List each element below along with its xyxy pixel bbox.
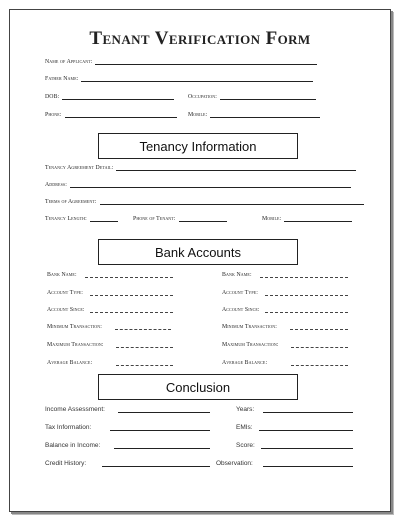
bank-right-label-6: Average Balance: bbox=[222, 360, 268, 366]
tenant-mobile-field[interactable] bbox=[284, 215, 352, 222]
bank-right-field-1[interactable] bbox=[260, 272, 348, 278]
tenancy-length-field[interactable] bbox=[90, 215, 118, 222]
score-row bbox=[236, 442, 353, 449]
bank-heading-box: Bank Accounts bbox=[98, 239, 298, 265]
bank-right-label-4: Minimum Transaction: bbox=[222, 324, 277, 330]
phone-label: Phone: bbox=[45, 112, 62, 118]
bank-left-row-6 bbox=[47, 360, 173, 366]
bank-left-field-4[interactable] bbox=[115, 324, 171, 330]
bank-right-field-2[interactable] bbox=[265, 290, 348, 296]
years-field[interactable] bbox=[263, 406, 353, 413]
occupation-row bbox=[188, 93, 316, 100]
bank-right-label-3: Account Since: bbox=[222, 307, 260, 313]
bank-right-row-5 bbox=[222, 342, 348, 348]
bank-right-label-5: Maximum Transaction: bbox=[222, 342, 279, 348]
tenancy-heading-box: Tenancy Information bbox=[98, 133, 298, 159]
balance-in-income-row bbox=[45, 442, 210, 449]
observation-field[interactable] bbox=[263, 460, 353, 467]
emis-label: EMIs: bbox=[236, 424, 253, 431]
phone-row bbox=[45, 111, 177, 118]
tenancy-agreement-field[interactable] bbox=[116, 164, 356, 171]
dob-row bbox=[45, 93, 174, 100]
bank-left-field-3[interactable] bbox=[90, 307, 173, 313]
tenancy-length-row bbox=[45, 215, 118, 222]
applicant-name-row bbox=[45, 58, 317, 65]
father-name-row bbox=[45, 75, 313, 82]
tenancy-length-label: Tenancy Length: bbox=[45, 216, 87, 222]
phone-of-tenant-row bbox=[133, 215, 227, 222]
balance-in-income-label: Balance in Income: bbox=[45, 442, 101, 449]
tenant-mobile-row bbox=[262, 215, 352, 222]
bank-left-field-1[interactable] bbox=[85, 272, 173, 278]
score-label: Score: bbox=[236, 442, 255, 449]
bank-left-label-5: Maximum Transaction: bbox=[47, 342, 104, 348]
bank-right-field-6[interactable] bbox=[291, 360, 348, 366]
bank-left-row-5 bbox=[47, 342, 173, 348]
income-assessment-row bbox=[45, 406, 210, 413]
bank-right-row-3 bbox=[222, 307, 348, 313]
tax-information-field[interactable] bbox=[110, 424, 210, 431]
balance-in-income-field[interactable] bbox=[114, 442, 210, 449]
bank-left-field-6[interactable] bbox=[116, 360, 173, 366]
income-assessment-label: Income Assessment: bbox=[45, 406, 105, 413]
bank-right-row-2 bbox=[222, 290, 348, 296]
bank-left-field-2[interactable] bbox=[90, 290, 173, 296]
observation-row bbox=[216, 460, 353, 467]
tenant-mobile-label: Mobile: bbox=[262, 216, 282, 222]
bank-right-field-3[interactable] bbox=[265, 307, 348, 313]
bank-left-label-3: Account Since: bbox=[47, 307, 85, 313]
bank-left-label-4: Minimum Transaction: bbox=[47, 324, 102, 330]
bank-right-row-1 bbox=[222, 272, 348, 278]
phone-of-tenant-label: Phone of Tenant: bbox=[133, 216, 176, 222]
address-field[interactable] bbox=[70, 181, 351, 188]
terms-field[interactable] bbox=[100, 198, 364, 205]
phone-of-tenant-field[interactable] bbox=[179, 215, 227, 222]
bank-right-row-4 bbox=[222, 324, 348, 330]
bank-left-field-5[interactable] bbox=[116, 342, 173, 348]
bank-left-row-1 bbox=[47, 272, 173, 278]
tenancy-agreement-label: Tenancy Agreement Detail: bbox=[45, 165, 114, 171]
applicant-name-label: Name of Applicant: bbox=[45, 59, 93, 65]
bank-left-row-3 bbox=[47, 307, 173, 313]
bank-left-row-4 bbox=[47, 324, 171, 330]
years-label: Years: bbox=[236, 406, 255, 413]
occupation-field[interactable] bbox=[220, 93, 316, 100]
dob-field[interactable] bbox=[62, 93, 174, 100]
credit-history-field[interactable] bbox=[102, 460, 210, 467]
address-row bbox=[45, 181, 351, 188]
bank-right-field-5[interactable] bbox=[291, 342, 348, 348]
observation-label: Observation: bbox=[216, 460, 253, 467]
father-name-label: Father Name: bbox=[45, 76, 79, 82]
bank-right-row-6 bbox=[222, 360, 348, 366]
bank-right-label-1: Bank Name: bbox=[222, 272, 252, 278]
score-field[interactable] bbox=[261, 442, 353, 449]
income-assessment-field[interactable] bbox=[118, 406, 210, 413]
occupation-label: Occupation: bbox=[188, 94, 217, 100]
tenancy-agreement-row bbox=[45, 164, 356, 171]
form-title: Tenant Verification Form bbox=[89, 28, 311, 49]
bank-left-label-1: Bank Name: bbox=[47, 272, 77, 278]
bank-right-field-4[interactable] bbox=[290, 324, 348, 330]
phone-field[interactable] bbox=[65, 111, 177, 118]
bank-left-label-6: Average Balance: bbox=[47, 360, 93, 366]
emis-field[interactable] bbox=[259, 424, 353, 431]
address-label: Address: bbox=[45, 182, 67, 188]
applicant-name-field[interactable] bbox=[95, 58, 317, 65]
credit-history-label: Credit History: bbox=[45, 460, 87, 467]
tax-information-row bbox=[45, 424, 210, 431]
years-row bbox=[236, 406, 353, 413]
terms-row bbox=[45, 198, 364, 205]
bank-left-row-2 bbox=[47, 290, 173, 296]
credit-history-row bbox=[45, 460, 210, 467]
bank-left-label-2: Account Type: bbox=[47, 290, 83, 296]
mobile-field[interactable] bbox=[210, 111, 320, 118]
mobile-label: Mobile: bbox=[188, 112, 208, 118]
bank-right-label-2: Account Type: bbox=[222, 290, 258, 296]
terms-label: Terms of Agreement: bbox=[45, 199, 97, 205]
conclusion-heading-box: Conclusion bbox=[98, 374, 298, 400]
tax-information-label: Tax Information: bbox=[45, 424, 92, 431]
emis-row bbox=[236, 424, 353, 431]
father-name-field[interactable] bbox=[81, 75, 313, 82]
mobile-row bbox=[188, 111, 320, 118]
dob-label: DOB: bbox=[45, 94, 60, 100]
